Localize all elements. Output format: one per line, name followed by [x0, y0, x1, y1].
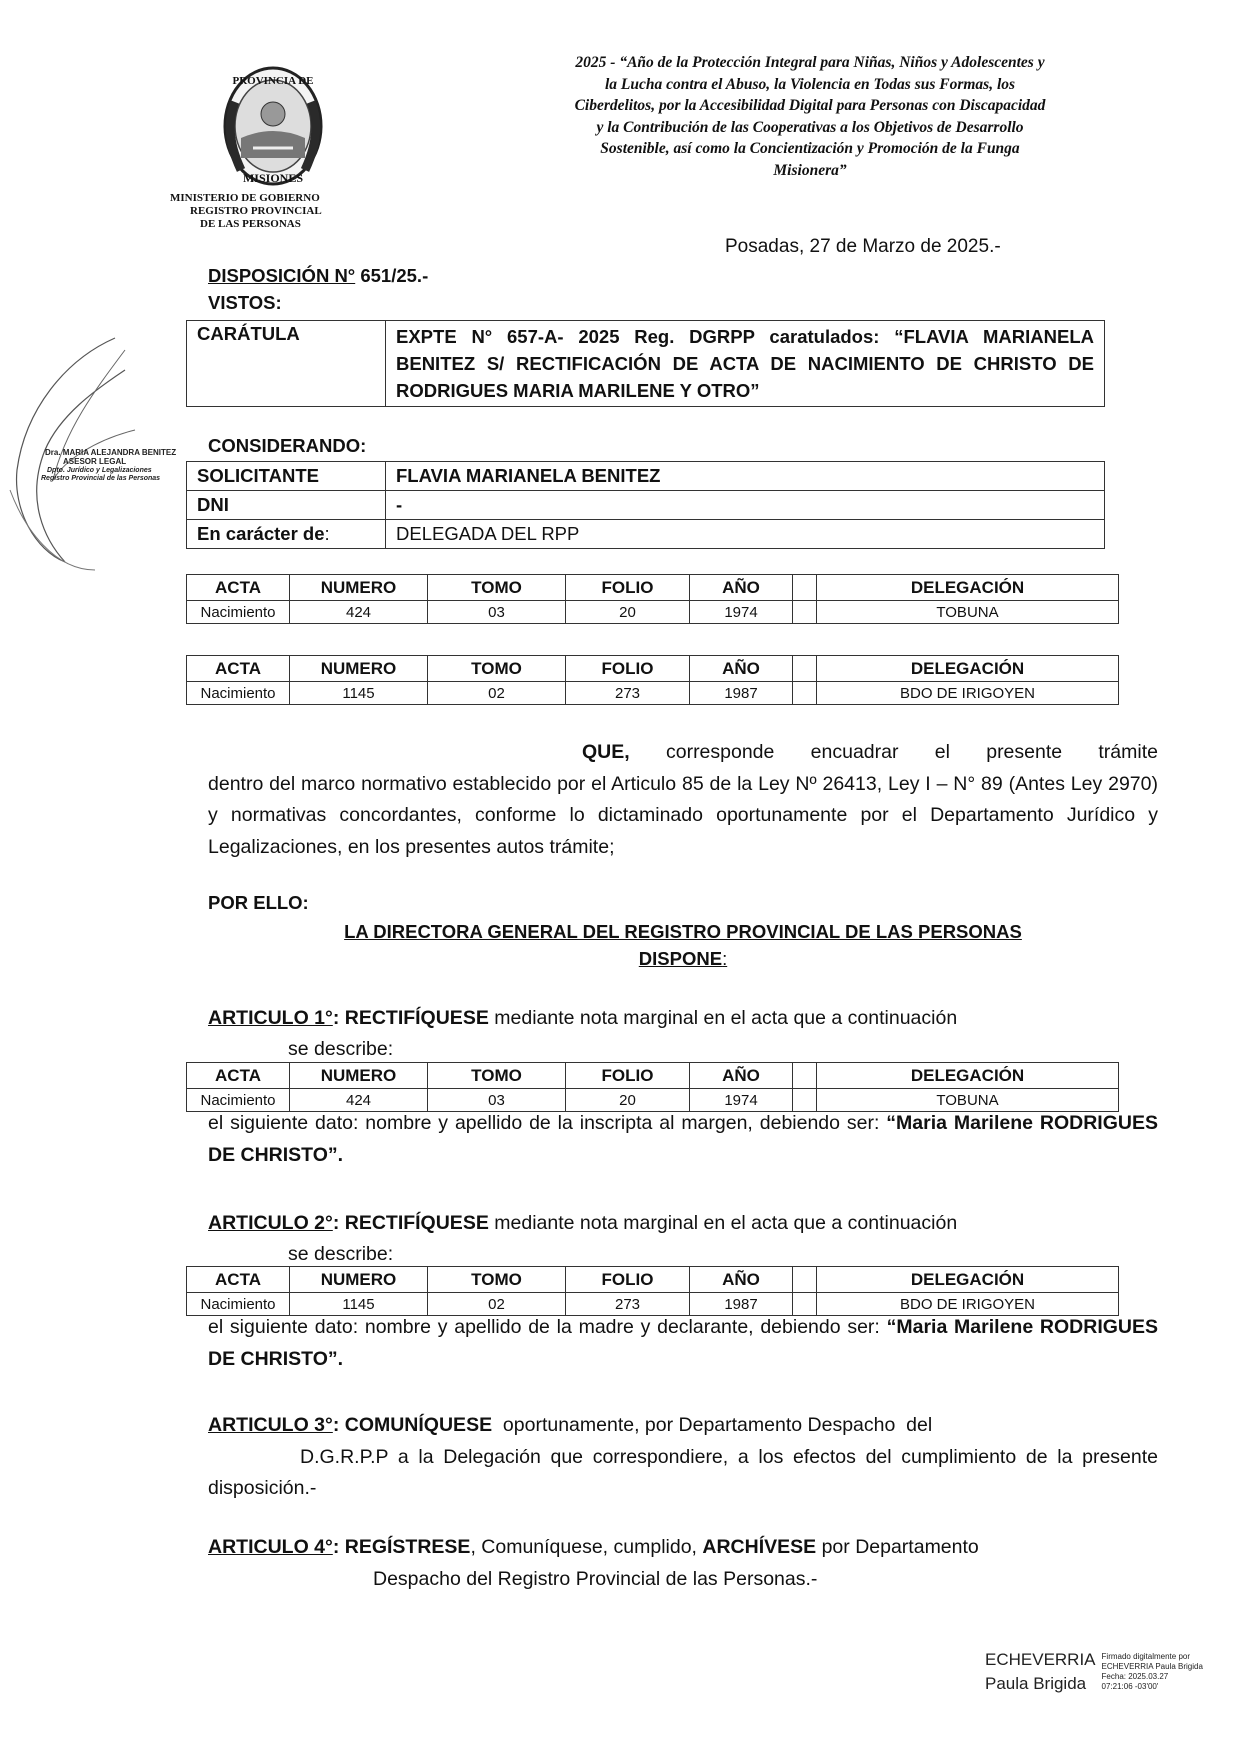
articulo-1: ARTICULO 1°: RECTIFÍQUESE mediante nota marginal en el acta que a continuación se describe:	[208, 1007, 958, 1060]
por-ello: POR ELLO:	[208, 892, 309, 913]
signature-details: Firmado digitalmente por ECHEVERRIA Paula Brigida Fecha: 2025.03.27 07:21:06 -03'00'	[1101, 1652, 1203, 1691]
motto-line: Misionera”	[773, 161, 847, 179]
articulo-verb: COMUNÍQUESE	[339, 1414, 493, 1436]
ministry-line: REGISTRO PROVINCIAL	[190, 205, 322, 217]
acta-header-row: ACTA NUMERO TOMO FOLIO AÑO DELEGACIÓN	[187, 656, 1119, 682]
stamp-line: Dpto. Jurídico y Legalizaciones	[47, 467, 152, 474]
ministry-line: DE LAS PERSONAS	[200, 218, 301, 230]
province-seal	[213, 62, 333, 195]
table-row: Nacimiento 1145 02 273 1987 BDO DE IRIGOYEN	[187, 682, 1119, 705]
stamp-line: ASESOR LEGAL	[63, 457, 127, 466]
directora-line: LA DIRECTORA GENERAL DEL REGISTRO PROVINCIAL DE LAS PERSONAS	[344, 921, 1022, 942]
stamp-line: Registro Provincial de las Personas	[41, 475, 161, 482]
vistos-heading: VISTOS:	[208, 292, 282, 313]
articulo-verb: RECTIFÍQUESE	[339, 1212, 489, 1234]
dni-value: -	[386, 491, 1105, 520]
que-paragraph	[208, 737, 1158, 863]
table-row: Nacimiento 1145 02 273 1987 BDO DE IRIGOYEN	[187, 1293, 1119, 1316]
document-date: Posadas, 27 de Marzo de 2025.-	[725, 236, 1001, 257]
seal-bottom-text: MISIONES	[242, 171, 304, 185]
articulo-label: ARTICULO 3°	[208, 1414, 333, 1436]
motto-line: Ciberdelitos, por la Accesibilidad Digital para Personas con Discapacidad	[574, 97, 1046, 114]
caracter-label: En carácter de:	[187, 520, 386, 549]
motto-line: 2025 - “Año de la Protección Integral para Niñas, Niños y Adolescentes y	[575, 54, 1045, 71]
acta-table	[186, 655, 1119, 705]
seal-top-text: PROVINCIA DE	[232, 75, 314, 87]
articulo-2-detail: el siguiente dato: nombre y apellido de la madre y declarante, debiendo ser: “Maria Marilene RODRIGUES DE CHRISTO”.	[208, 1316, 1159, 1370]
articulo-label: ARTICULO 2°	[208, 1212, 333, 1234]
considerando-heading: CONSIDERANDO:	[208, 435, 367, 456]
handwritten-signature	[5, 330, 180, 580]
motto-line: Sostenible, así como la Concientización y Promoción de la Funga	[600, 140, 1020, 157]
acta-table	[186, 1266, 1119, 1316]
stamp-line: Dra. MARIA ALEJANDRA BENITEZ	[45, 448, 177, 457]
digital-signature	[985, 1648, 1203, 1696]
articulo-3: ARTICULO 3°: COMUNÍQUESE oportunamente, por Departamento Despacho del D.G.R.P.P a la Delegación que correspondiere, a los efectos del cumplimiento de la presente disposición.-	[208, 1414, 1158, 1499]
dispone-label: DISPONE	[638, 948, 723, 969]
que-lead: QUE,	[582, 741, 630, 763]
que-first-line: corresponde encuadrar el presente trámite	[629, 741, 1158, 763]
table-row: Nacimiento 424 03 20 1974 TOBUNA	[187, 601, 1119, 624]
acta-header-row: ACTA NUMERO TOMO FOLIO AÑO DELEGACIÓN	[187, 1063, 1119, 1089]
ministry-heading	[170, 192, 370, 231]
signer-name: ECHEVERRIA Paula Brigida	[985, 1650, 1096, 1693]
motto-line: la Lucha contra el Abuso, la Violencia en Todas sus Formas, los	[604, 75, 1016, 93]
acta-table	[186, 1062, 1119, 1112]
articulo-1-detail: el siguiente dato: nombre y apellido de la inscripta al margen, debiendo ser: “Maria Marilene RODRIGUES DE CHRISTO”.	[208, 1112, 1158, 1166]
dni-label: DNI	[187, 491, 386, 520]
acta-table	[186, 574, 1119, 624]
articulo-label: ARTICULO 4°	[208, 1536, 333, 1558]
articulo-label: ARTICULO 1°	[208, 1007, 333, 1029]
table-row: Nacimiento 424 03 20 1974 TOBUNA	[187, 1089, 1119, 1112]
articulo-verb: REGÍSTRESE	[339, 1536, 471, 1558]
que-body: dentro del marco normativo establecido por el Articulo 85 de la Ley Nº 26413, Ley I – N° 89 (Antes Ley 2970) y normativas concordantes, conforme lo dictaminado oportunamente por el Departamento Jurídico y Legalizaciones, en los presentes autos trámite;	[208, 772, 1158, 858]
caratula-value: EXPTE N° 657-A- 2025 Reg. DGRPP caratulados: “FLAVIA MARIANELA BENITEZ S/ RECTIFICACIÓN DE ACTA DE NACIMIENTO DE CHRISTO DE RODRIGUES MARIA MARILENE Y OTRO”	[386, 321, 1105, 407]
disposition-number: 651/25.-	[355, 265, 429, 286]
motto-line: y la Contribución de las Cooperativas a los Objetivos de Desarrollo	[596, 118, 1024, 136]
solicitante-value: FLAVIA MARIANELA BENITEZ	[386, 462, 1105, 491]
disposition-title	[208, 265, 428, 287]
rectified-name: “Maria Marilene RODRIGUES DE CHRISTO”.	[208, 1316, 1159, 1370]
articulo-4: ARTICULO 4°: REGÍSTRESE, Comuníquese, cumplido, ARCHÍVESE por Departamento Despacho del Registro Provincial de las Personas.-	[208, 1536, 979, 1590]
ministry-line: MINISTERIO DE GOBIERNO	[170, 192, 320, 204]
articulo-2: ARTICULO 2°: RECTIFÍQUESE mediante nota marginal en el acta que a continuación se describe:	[208, 1212, 958, 1265]
caratula-table	[186, 320, 1105, 407]
acta-header-row: ACTA NUMERO TOMO FOLIO AÑO DELEGACIÓN	[187, 1267, 1119, 1293]
year-motto	[515, 52, 1105, 181]
caratula-label: CARÁTULA	[187, 321, 386, 407]
applicant-table	[186, 461, 1105, 549]
directora-heading: LA DIRECTORA GENERAL DEL REGISTRO PROVINCIAL DE LAS PERSONAS DISPONE:	[208, 918, 1158, 972]
acta-header-row: ACTA NUMERO TOMO FOLIO AÑO DELEGACIÓN	[187, 575, 1119, 601]
articulo-verb: RECTIFÍQUESE	[339, 1007, 489, 1029]
solicitante-label: SOLICITANTE	[187, 462, 386, 491]
caracter-value: DELEGADA DEL RPP	[386, 520, 1105, 549]
disposition-number-label: DISPOSICIÓN N°	[208, 265, 356, 286]
rectified-name: “Maria Marilene RODRIGUES DE CHRISTO”.	[208, 1112, 1158, 1166]
